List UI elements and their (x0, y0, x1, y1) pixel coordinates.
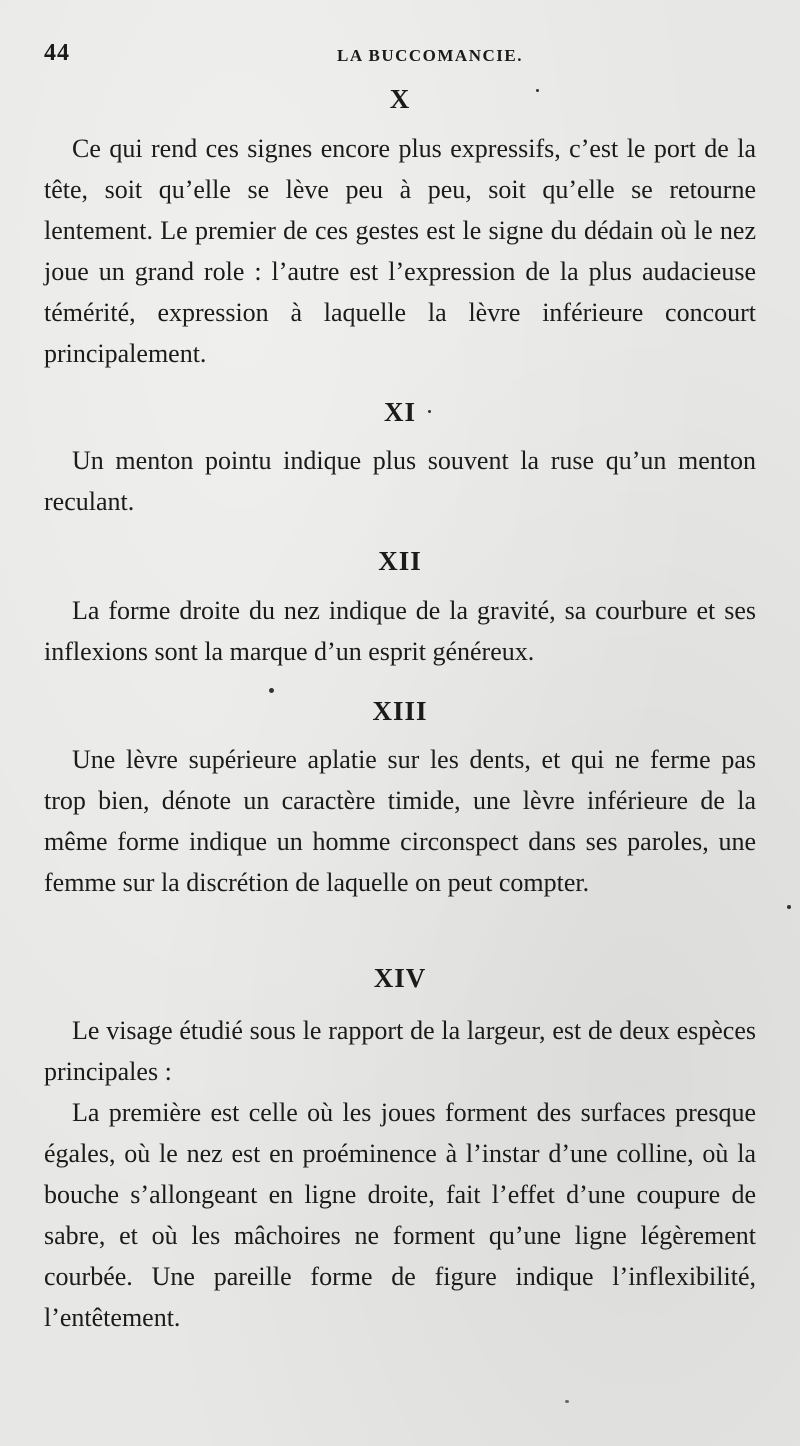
section-xiv-paragraph-1: Le visage étudié sous le rapport de la largeur, est de deux espèces principales : (44, 1016, 756, 1086)
scan-speck (428, 410, 431, 413)
scan-speck (787, 905, 791, 909)
running-title: LA BUCCOMANCIE. (337, 46, 523, 65)
section-xi-paragraph: Un menton pointu indique plus souvent la ruse qu’un menton reculant. (44, 446, 756, 516)
section-number-xii: XII (378, 546, 422, 576)
scan-speck (269, 688, 274, 693)
section-number-xi: XI (383, 397, 416, 427)
section-number-x: X (389, 84, 411, 114)
section-x-paragraph: Ce qui rend ces signes encore plus expressifs, c’est le port de la tête, soit qu’elle se lève peu à peu, soit qu’elle se retourne lentement. Le premier de ces gestes est le signe du dédain où le nez joue un grand role : l’autre est l’expression de la plus audacieuse témérité, expression à laquelle la lèvre inférieure concourt principalement. (44, 134, 756, 368)
section-xiii-paragraph: Une lèvre supérieure aplatie sur les dents, et qui ne ferme pas trop bien, dénote un caractère timide, une lèvre inférieure de la même forme indique un homme circonspect dans ses paroles, une femme sur la discrétion de laquelle on peut compter. (44, 745, 756, 897)
section-number-xiii: XIII (372, 696, 428, 726)
page-header (44, 40, 756, 70)
section-xiv-paragraph-2: La première est celle où les joues forment des surfaces presque égales, où le nez est en proéminence à l’instar d’une colline, où la bouche s’allongeant en ligne droite, fait l’effet d’une coupure de sabre, et où les mâchoires ne forment qu’une ligne légèrement courbée. Une pareille forme de figure indique l’inflexibilité, l’entêtement. (44, 1098, 756, 1332)
page-number: 44 (44, 40, 70, 66)
scan-speck (536, 89, 539, 92)
scan-speck (565, 1400, 569, 1403)
section-xii-paragraph: La forme droite du nez indique de la gravité, sa courbure et ses inflexions sont la marque d’un esprit généreux. (44, 596, 756, 666)
section-number-xiv: XIV (373, 963, 427, 993)
